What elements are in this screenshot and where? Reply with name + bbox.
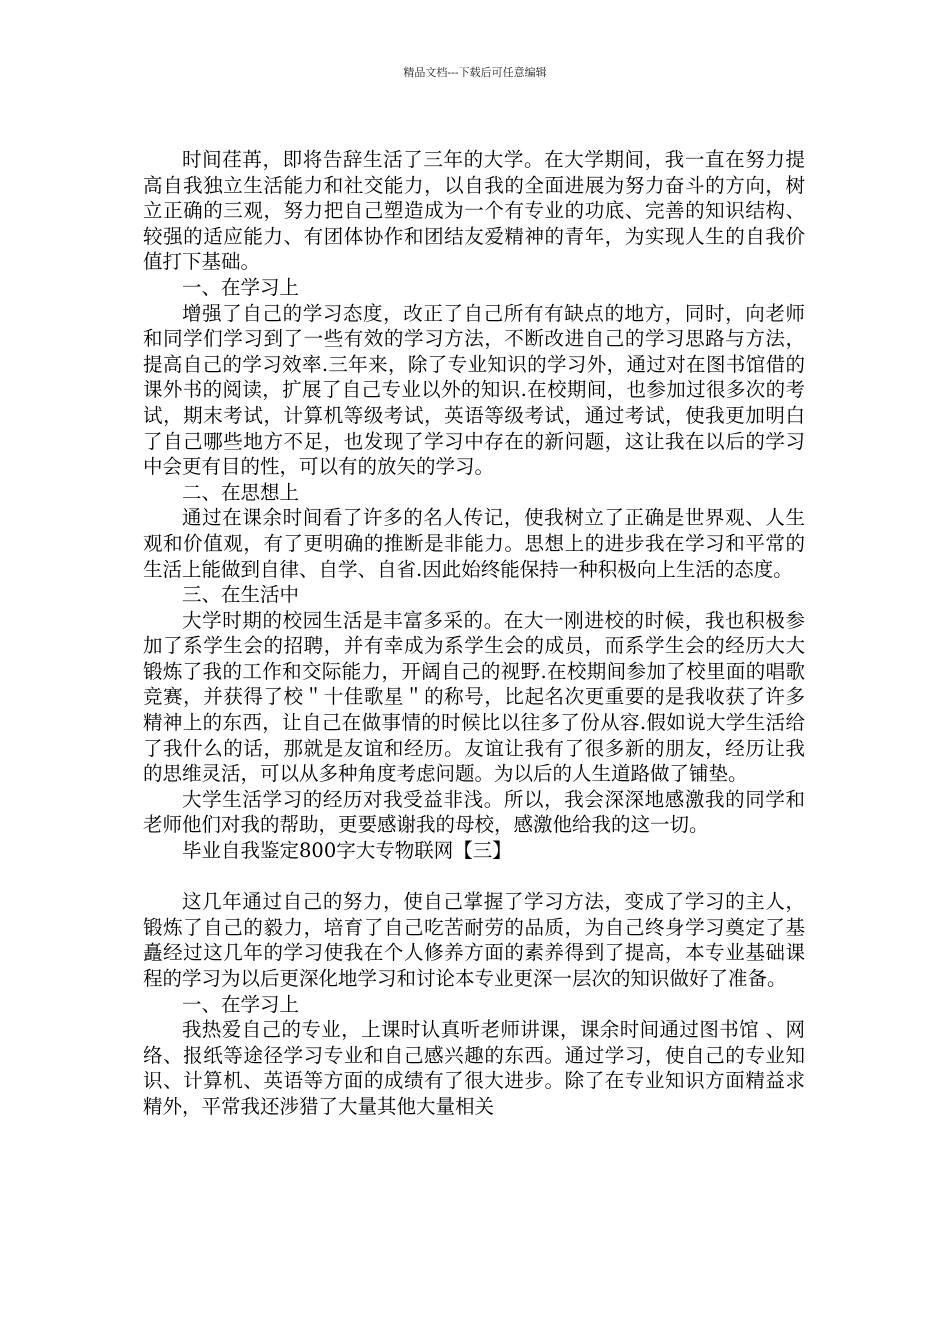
thought-paragraph: 通过在课余时间看了许多的名人传记，使我树立了正确是世界观、人生观和价值观，有了更明确的推断是非能力。思想上的进步我在学习和平常的生活上能做到自律、自学、自省.因此始终能保持一种积极向上生活的态度。 <box>143 506 805 581</box>
page-header: 精品文档---下载后可任意编辑 <box>403 66 547 79</box>
intro-paragraph: 时间荏苒，即将告辞生活了三年的大学。在大学期间，我一直在努力提高自我独立生活能力和社交能力，以自我的全面进展为努力奋斗的方向，树立正确的三观，努力把自己塑造成为一个有专业的功底、完善的知识结构、较强的适应能力、有团体协作和团结友爱精神的青年，为实现人生的自我价值打下基础。 <box>143 148 805 274</box>
life-paragraph: 大学时期的校园生活是丰富多采的。在大一刚进校的时候，我也积极参加了系学生会的招聘，并有幸成为系学生会的成员，而系学生会的经历大大锻炼了我的工作和交际能力，开阔自己的视野.在校期间参加了校里面的唱歌竞赛，并获得了校＂十佳歌星＂的称号，比起名次更重要的是我收获了许多精神上的东西，让自己在做事情的时候比以往多了份从容.假如说大学生活给了我什么的话，那就是友谊和经历。友谊让我有了很多新的朋友，经历让我的思维灵活，可以从多种角度考虑问题。为以后的人生道路做了铺垫。 <box>143 608 805 786</box>
section-heading-study: 一、在学习上 <box>182 275 300 299</box>
section-heading-thought: 二、在思想上 <box>182 480 300 504</box>
section-title: 毕业自我鉴定800字大专物联网【三】 <box>182 839 512 863</box>
study-paragraph: 增强了自己的学习态度，改正了自己所有有缺点的地方，同时，向老师和同学们学习到了一些有效的学习方法，不断改进自己的学习思路与方法，提高自己的学习效率.三年来，除了专业知识的学习外，通过对在图书馆借的课外书的阅读，扩展了自己专业以外的知识.在校期间，也参加过很多次的考试，期末考试，计算机等级考试，英语等级考试，通过考试，使我更加明白了自己哪些地方不足，也发现了学习中存在的新问题，这让我在以后的学习中会更有目的性，可以有的放矢的学习。 <box>143 301 805 479</box>
closing-paragraph: 大学生活学习的经历对我受益非浅。所以，我会深深地感激我的同学和老师他们对我的帮助，更要感谢我的母校，感激他给我的这一切。 <box>143 787 805 837</box>
study-paragraph-2: 我热爱自己的专业，上课时认真听老师讲课，课余时间通过图书馆 、网络、报纸等途径学习专业和自己感兴趣的东西。通过学习，使自己的专业知识、计算机、英语等方面的成绩有了很大进步。除了在专业知识方面精益求精外，平常我还涉猎了大量其他大量相关 <box>143 1018 805 1118</box>
section-heading-life: 三、在生活中 <box>182 583 300 607</box>
second-intro-paragraph: 这几年通过自己的努力，使自己掌握了学习方法，变成了学习的主人，锻炼了自己的毅力，培育了自己吃苦耐劳的品质，为自己终身学习奠定了基矗经过这几年的学习使我在个人修养方面的素养得到了提高，本专业基础课程的学习为以后更深化地学习和讨论本专业更深一层次的知识做好了准备。 <box>143 890 805 990</box>
document-body <box>143 147 805 1120</box>
section-heading-study-2: 一、在学习上 <box>182 992 300 1016</box>
